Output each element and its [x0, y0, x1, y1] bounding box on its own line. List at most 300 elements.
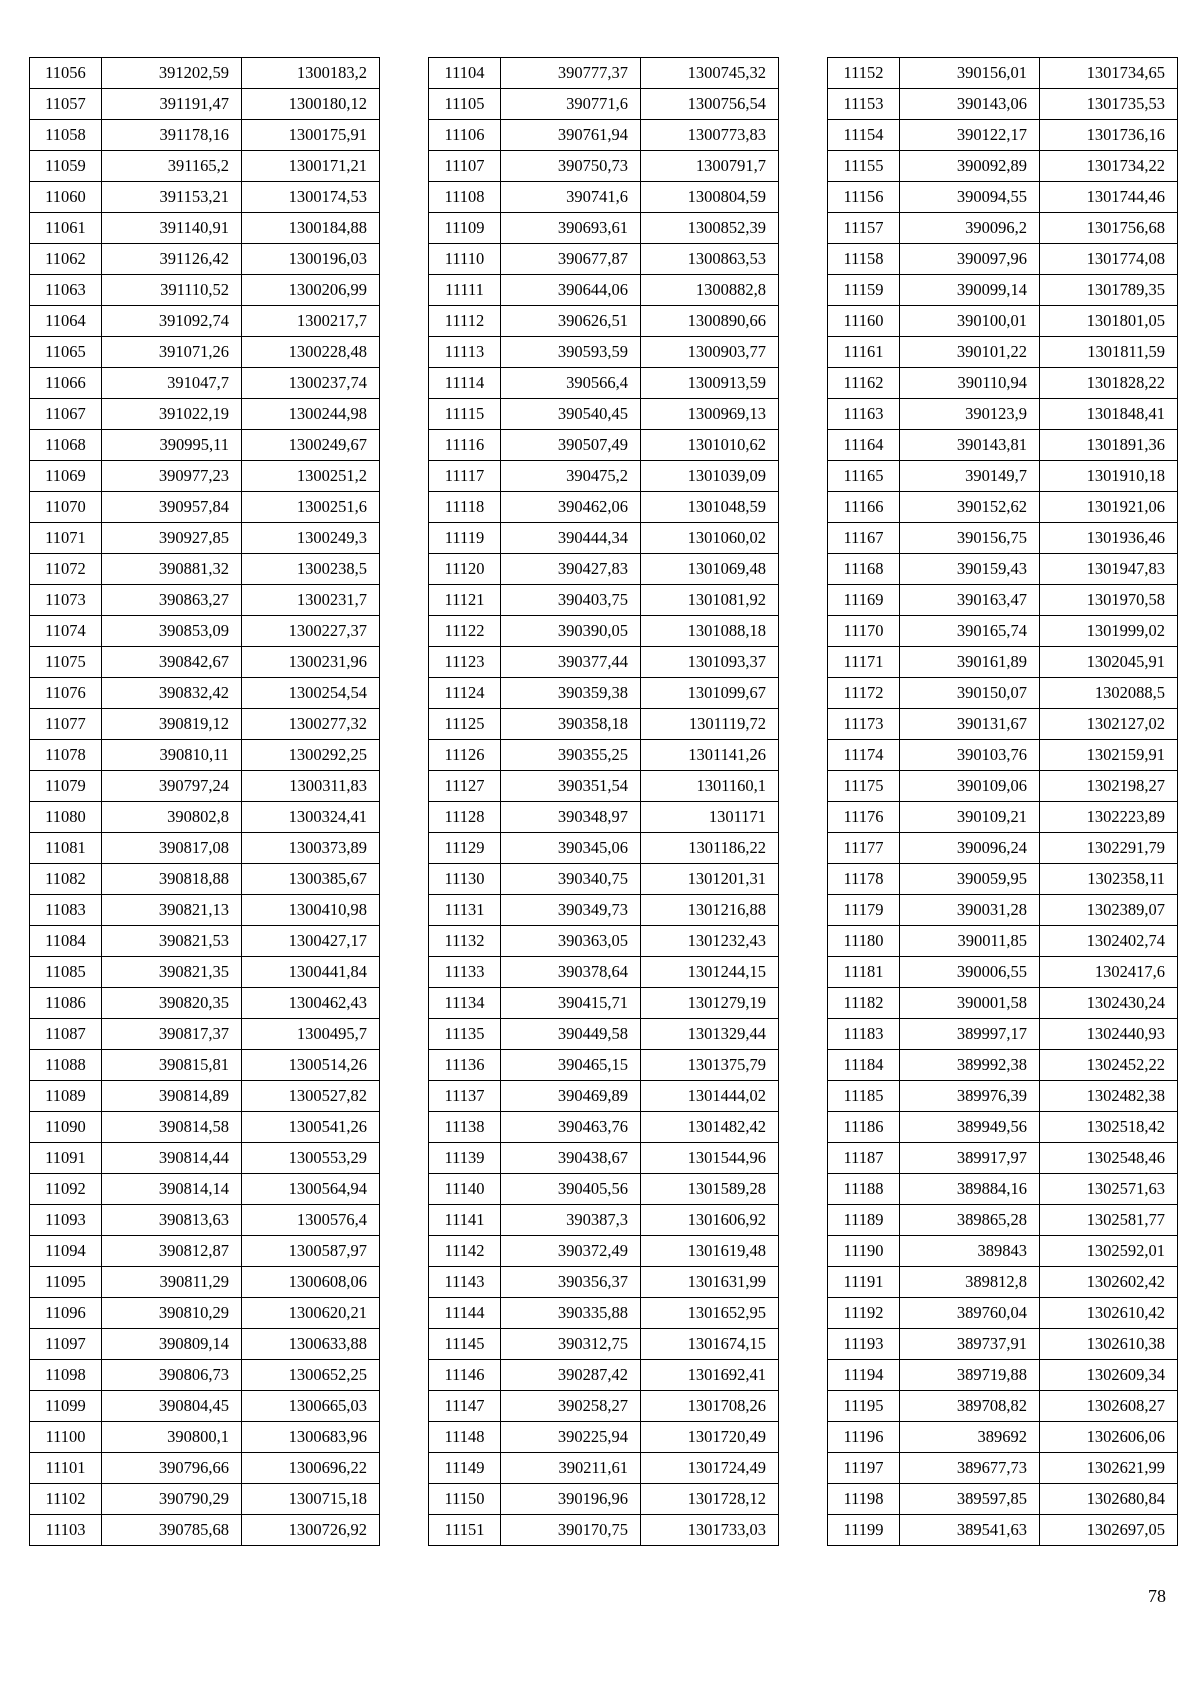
point-number-cell: 11124 [429, 678, 501, 709]
point-number-cell: 11163 [828, 399, 900, 430]
y-coordinate-cell: 1301232,43 [641, 926, 779, 957]
y-coordinate-cell: 1300969,13 [641, 399, 779, 430]
table-row [828, 957, 1178, 988]
x-coordinate-cell: 390287,42 [501, 1360, 641, 1391]
y-coordinate-cell: 1301201,31 [641, 864, 779, 895]
y-coordinate-cell: 1301744,46 [1040, 182, 1178, 213]
point-number-cell: 11141 [429, 1205, 501, 1236]
table-row [30, 1422, 380, 1453]
y-coordinate-cell: 1301093,37 [641, 647, 779, 678]
point-number-cell: 11073 [30, 585, 102, 616]
point-number-cell: 11192 [828, 1298, 900, 1329]
y-coordinate-cell: 1300324,41 [242, 802, 380, 833]
point-number-cell: 11112 [429, 306, 501, 337]
table-row [828, 864, 1178, 895]
y-coordinate-cell: 1301720,49 [641, 1422, 779, 1453]
x-coordinate-cell: 390359,38 [501, 678, 641, 709]
y-coordinate-cell: 1301069,48 [641, 554, 779, 585]
y-coordinate-cell: 1301329,44 [641, 1019, 779, 1050]
point-number-cell: 11161 [828, 337, 900, 368]
x-coordinate-cell: 390031,28 [900, 895, 1040, 926]
y-coordinate-cell: 1300514,26 [242, 1050, 380, 1081]
y-coordinate-cell: 1301736,16 [1040, 120, 1178, 151]
x-coordinate-cell: 390101,22 [900, 337, 1040, 368]
table-row [828, 461, 1178, 492]
y-coordinate-cell: 1302358,11 [1040, 864, 1178, 895]
y-coordinate-cell: 1300462,43 [242, 988, 380, 1019]
point-number-cell: 11072 [30, 554, 102, 585]
point-number-cell: 11159 [828, 275, 900, 306]
x-coordinate-cell: 390159,43 [900, 554, 1040, 585]
point-number-cell: 11193 [828, 1329, 900, 1360]
y-coordinate-cell: 1301801,05 [1040, 306, 1178, 337]
x-coordinate-cell: 389719,88 [900, 1360, 1040, 1391]
x-coordinate-cell: 390863,27 [102, 585, 242, 616]
y-coordinate-cell: 1300495,7 [242, 1019, 380, 1050]
x-coordinate-cell: 390156,75 [900, 523, 1040, 554]
point-number-cell: 11059 [30, 151, 102, 182]
point-number-cell: 11103 [30, 1515, 102, 1546]
point-number-cell: 11089 [30, 1081, 102, 1112]
table-row [30, 833, 380, 864]
y-coordinate-cell: 1300231,7 [242, 585, 380, 616]
y-coordinate-cell: 1300277,32 [242, 709, 380, 740]
point-number-cell: 11058 [30, 120, 102, 151]
table-row [30, 1143, 380, 1174]
point-number-cell: 11199 [828, 1515, 900, 1546]
y-coordinate-cell: 1300726,92 [242, 1515, 380, 1546]
table-row [828, 678, 1178, 709]
x-coordinate-cell: 390790,29 [102, 1484, 242, 1515]
x-coordinate-cell: 390750,73 [501, 151, 641, 182]
page-number: 78 [1148, 1586, 1166, 1606]
x-coordinate-cell: 390011,85 [900, 926, 1040, 957]
point-number-cell: 11082 [30, 864, 102, 895]
x-coordinate-cell: 390427,83 [501, 554, 641, 585]
table-row [30, 1019, 380, 1050]
point-number-cell: 11183 [828, 1019, 900, 1050]
y-coordinate-cell: 1301848,41 [1040, 399, 1178, 430]
table-row [429, 244, 779, 275]
y-coordinate-cell: 1302621,99 [1040, 1453, 1178, 1484]
x-coordinate-cell: 390677,87 [501, 244, 641, 275]
point-number-cell: 11094 [30, 1236, 102, 1267]
table-row [30, 492, 380, 523]
x-coordinate-cell: 391126,42 [102, 244, 242, 275]
y-coordinate-cell: 1301482,42 [641, 1112, 779, 1143]
x-coordinate-cell: 390225,94 [501, 1422, 641, 1453]
point-number-cell: 11070 [30, 492, 102, 523]
point-number-cell: 11164 [828, 430, 900, 461]
table-row [30, 306, 380, 337]
point-number-cell: 11057 [30, 89, 102, 120]
table-row [429, 275, 779, 306]
x-coordinate-cell: 390462,06 [501, 492, 641, 523]
x-coordinate-cell: 390800,1 [102, 1422, 242, 1453]
y-coordinate-cell: 1302697,05 [1040, 1515, 1178, 1546]
point-number-cell: 11081 [30, 833, 102, 864]
x-coordinate-cell: 390811,29 [102, 1267, 242, 1298]
x-coordinate-cell: 390820,35 [102, 988, 242, 1019]
y-coordinate-cell: 1301631,99 [641, 1267, 779, 1298]
x-coordinate-cell: 391191,47 [102, 89, 242, 120]
y-coordinate-cell: 1300249,67 [242, 430, 380, 461]
point-number-cell: 11090 [30, 1112, 102, 1143]
y-coordinate-cell: 1300311,83 [242, 771, 380, 802]
table-row [429, 368, 779, 399]
y-coordinate-cell: 1300183,2 [242, 58, 380, 89]
x-coordinate-cell: 390817,37 [102, 1019, 242, 1050]
point-number-cell: 11077 [30, 709, 102, 740]
point-number-cell: 11136 [429, 1050, 501, 1081]
point-number-cell: 11100 [30, 1422, 102, 1453]
point-number-cell: 11138 [429, 1112, 501, 1143]
point-number-cell: 11131 [429, 895, 501, 926]
y-coordinate-cell: 1300527,82 [242, 1081, 380, 1112]
table-row [429, 523, 779, 554]
table-row [828, 1484, 1178, 1515]
table-row [828, 492, 1178, 523]
point-number-cell: 11130 [429, 864, 501, 895]
y-coordinate-cell: 1300410,98 [242, 895, 380, 926]
point-number-cell: 11127 [429, 771, 501, 802]
table-row [828, 337, 1178, 368]
y-coordinate-cell: 1301081,92 [641, 585, 779, 616]
point-number-cell: 11142 [429, 1236, 501, 1267]
table-row [828, 740, 1178, 771]
y-coordinate-cell: 1301119,72 [641, 709, 779, 740]
x-coordinate-cell: 391092,74 [102, 306, 242, 337]
table-row [828, 58, 1178, 89]
point-number-cell: 11198 [828, 1484, 900, 1515]
table-row [828, 709, 1178, 740]
point-number-cell: 11149 [429, 1453, 501, 1484]
point-number-cell: 11116 [429, 430, 501, 461]
x-coordinate-cell: 390109,06 [900, 771, 1040, 802]
y-coordinate-cell: 1302045,91 [1040, 647, 1178, 678]
point-number-cell: 11085 [30, 957, 102, 988]
table-row [429, 1050, 779, 1081]
y-coordinate-cell: 1300184,88 [242, 213, 380, 244]
table-row [429, 182, 779, 213]
table-row [429, 1205, 779, 1236]
y-coordinate-cell: 1301244,15 [641, 957, 779, 988]
table-row [30, 1205, 380, 1236]
point-number-cell: 11166 [828, 492, 900, 523]
table-row [828, 182, 1178, 213]
y-coordinate-cell: 1300683,96 [242, 1422, 380, 1453]
table-row [429, 1267, 779, 1298]
table-row [30, 244, 380, 275]
x-coordinate-cell: 390415,71 [501, 988, 641, 1019]
x-coordinate-cell: 390463,76 [501, 1112, 641, 1143]
table-row [828, 1267, 1178, 1298]
y-coordinate-cell: 1302389,07 [1040, 895, 1178, 926]
table-row [30, 1174, 380, 1205]
y-coordinate-cell: 1302482,38 [1040, 1081, 1178, 1112]
x-coordinate-cell: 390340,75 [501, 864, 641, 895]
table-row [429, 1422, 779, 1453]
table-row [429, 833, 779, 864]
x-coordinate-cell: 390349,73 [501, 895, 641, 926]
y-coordinate-cell: 1300715,18 [242, 1484, 380, 1515]
point-number-cell: 11175 [828, 771, 900, 802]
y-coordinate-cell: 1302402,74 [1040, 926, 1178, 957]
y-coordinate-cell: 1302518,42 [1040, 1112, 1178, 1143]
point-number-cell: 11194 [828, 1360, 900, 1391]
y-coordinate-cell: 1300385,67 [242, 864, 380, 895]
point-number-cell: 11083 [30, 895, 102, 926]
table-row [828, 1112, 1178, 1143]
y-coordinate-cell: 1301970,58 [1040, 585, 1178, 616]
table-row [828, 554, 1178, 585]
y-coordinate-cell: 1302581,77 [1040, 1205, 1178, 1236]
x-coordinate-cell: 390163,47 [900, 585, 1040, 616]
point-number-cell: 11155 [828, 151, 900, 182]
table-row [828, 306, 1178, 337]
y-coordinate-cell: 1301606,92 [641, 1205, 779, 1236]
point-number-cell: 11078 [30, 740, 102, 771]
point-number-cell: 11123 [429, 647, 501, 678]
point-number-cell: 11084 [30, 926, 102, 957]
point-number-cell: 11113 [429, 337, 501, 368]
x-coordinate-cell: 390001,58 [900, 988, 1040, 1019]
table-row [429, 1081, 779, 1112]
point-number-cell: 11133 [429, 957, 501, 988]
table-row [30, 1515, 380, 1546]
point-number-cell: 11109 [429, 213, 501, 244]
x-coordinate-cell: 390122,17 [900, 120, 1040, 151]
table-row [828, 523, 1178, 554]
table-row [828, 771, 1178, 802]
y-coordinate-cell: 1301692,41 [641, 1360, 779, 1391]
x-coordinate-cell: 390109,21 [900, 802, 1040, 833]
x-coordinate-cell: 390813,63 [102, 1205, 242, 1236]
y-coordinate-cell: 1302159,91 [1040, 740, 1178, 771]
y-coordinate-cell: 1301039,09 [641, 461, 779, 492]
table-row [30, 430, 380, 461]
y-coordinate-cell: 1302602,42 [1040, 1267, 1178, 1298]
y-coordinate-cell: 1300196,03 [242, 244, 380, 275]
y-coordinate-cell: 1301756,68 [1040, 213, 1178, 244]
y-coordinate-cell: 1300665,03 [242, 1391, 380, 1422]
y-coordinate-cell: 1300228,48 [242, 337, 380, 368]
point-number-cell: 11120 [429, 554, 501, 585]
table-row [828, 833, 1178, 864]
x-coordinate-cell: 390096,2 [900, 213, 1040, 244]
table-row [30, 895, 380, 926]
y-coordinate-cell: 1301936,46 [1040, 523, 1178, 554]
table-row [30, 1329, 380, 1360]
table-row [429, 213, 779, 244]
table-row [429, 430, 779, 461]
point-number-cell: 11061 [30, 213, 102, 244]
y-coordinate-cell: 1301088,18 [641, 616, 779, 647]
x-coordinate-cell: 390806,73 [102, 1360, 242, 1391]
y-coordinate-cell: 1300633,88 [242, 1329, 380, 1360]
point-number-cell: 11158 [828, 244, 900, 275]
y-coordinate-cell: 1302608,27 [1040, 1391, 1178, 1422]
point-number-cell: 11056 [30, 58, 102, 89]
point-number-cell: 11104 [429, 58, 501, 89]
point-number-cell: 11135 [429, 1019, 501, 1050]
x-coordinate-cell: 391047,7 [102, 368, 242, 399]
x-coordinate-cell: 390156,01 [900, 58, 1040, 89]
table-row [828, 399, 1178, 430]
x-coordinate-cell: 390348,97 [501, 802, 641, 833]
x-coordinate-cell: 391178,16 [102, 120, 242, 151]
table-row [30, 709, 380, 740]
y-coordinate-cell: 1300254,54 [242, 678, 380, 709]
x-coordinate-cell: 390006,55 [900, 957, 1040, 988]
y-coordinate-cell: 1302291,79 [1040, 833, 1178, 864]
x-coordinate-cell: 390761,94 [501, 120, 641, 151]
y-coordinate-cell: 1300251,2 [242, 461, 380, 492]
table-row [828, 151, 1178, 182]
x-coordinate-cell: 390469,89 [501, 1081, 641, 1112]
x-coordinate-cell: 389997,17 [900, 1019, 1040, 1050]
table-row [828, 1019, 1178, 1050]
y-coordinate-cell: 1300696,22 [242, 1453, 380, 1484]
table-row [828, 120, 1178, 151]
y-coordinate-cell: 1300756,54 [641, 89, 779, 120]
point-number-cell: 11173 [828, 709, 900, 740]
y-coordinate-cell: 1300608,06 [242, 1267, 380, 1298]
x-coordinate-cell: 390777,37 [501, 58, 641, 89]
x-coordinate-cell: 389917,97 [900, 1143, 1040, 1174]
point-number-cell: 11115 [429, 399, 501, 430]
point-number-cell: 11168 [828, 554, 900, 585]
y-coordinate-cell: 1301828,22 [1040, 368, 1178, 399]
x-coordinate-cell: 390165,74 [900, 616, 1040, 647]
y-coordinate-cell: 1300427,17 [242, 926, 380, 957]
table-row [429, 554, 779, 585]
x-coordinate-cell: 390387,3 [501, 1205, 641, 1236]
point-number-cell: 11157 [828, 213, 900, 244]
point-number-cell: 11186 [828, 1112, 900, 1143]
x-coordinate-cell: 390815,81 [102, 1050, 242, 1081]
point-number-cell: 11095 [30, 1267, 102, 1298]
y-coordinate-cell: 1301999,02 [1040, 616, 1178, 647]
point-number-cell: 11160 [828, 306, 900, 337]
table-row [429, 492, 779, 523]
table-row [30, 1391, 380, 1422]
y-coordinate-cell: 1300913,59 [641, 368, 779, 399]
table-row [429, 306, 779, 337]
x-coordinate-cell: 390152,62 [900, 492, 1040, 523]
x-coordinate-cell: 390211,61 [501, 1453, 641, 1484]
x-coordinate-cell: 391071,26 [102, 337, 242, 368]
point-number-cell: 11178 [828, 864, 900, 895]
table-row [429, 926, 779, 957]
y-coordinate-cell: 1301734,65 [1040, 58, 1178, 89]
y-coordinate-cell: 1300171,21 [242, 151, 380, 182]
point-number-cell: 11180 [828, 926, 900, 957]
y-coordinate-cell: 1300244,98 [242, 399, 380, 430]
point-number-cell: 11144 [429, 1298, 501, 1329]
table-row [30, 864, 380, 895]
point-number-cell: 11098 [30, 1360, 102, 1391]
table-row [828, 244, 1178, 275]
x-coordinate-cell: 389737,91 [900, 1329, 1040, 1360]
table-row [30, 1360, 380, 1391]
point-number-cell: 11105 [429, 89, 501, 120]
x-coordinate-cell: 390995,11 [102, 430, 242, 461]
x-coordinate-cell: 390814,14 [102, 1174, 242, 1205]
y-coordinate-cell: 1302223,89 [1040, 802, 1178, 833]
point-number-cell: 11167 [828, 523, 900, 554]
x-coordinate-cell: 390351,54 [501, 771, 641, 802]
table-row [30, 337, 380, 368]
y-coordinate-cell: 1300903,77 [641, 337, 779, 368]
point-number-cell: 11165 [828, 461, 900, 492]
table-row [30, 1081, 380, 1112]
point-number-cell: 11196 [828, 1422, 900, 1453]
table-row [429, 616, 779, 647]
x-coordinate-cell: 390438,67 [501, 1143, 641, 1174]
y-coordinate-cell: 1300553,29 [242, 1143, 380, 1174]
table-row [828, 1143, 1178, 1174]
x-coordinate-cell: 390741,6 [501, 182, 641, 213]
coordinates-table-3 [827, 57, 1178, 1546]
table-row [30, 802, 380, 833]
table-row [429, 89, 779, 120]
x-coordinate-cell: 390927,85 [102, 523, 242, 554]
table-row [429, 957, 779, 988]
x-coordinate-cell: 390358,18 [501, 709, 641, 740]
y-coordinate-cell: 1300441,84 [242, 957, 380, 988]
table-row [30, 616, 380, 647]
point-number-cell: 11102 [30, 1484, 102, 1515]
table-row [30, 554, 380, 585]
x-coordinate-cell: 390566,4 [501, 368, 641, 399]
x-coordinate-cell: 390355,25 [501, 740, 641, 771]
table-row [429, 461, 779, 492]
y-coordinate-cell: 1301910,18 [1040, 461, 1178, 492]
x-coordinate-cell: 390810,11 [102, 740, 242, 771]
y-coordinate-cell: 1301674,15 [641, 1329, 779, 1360]
y-coordinate-cell: 1300180,12 [242, 89, 380, 120]
table-row [429, 1360, 779, 1391]
point-number-cell: 11132 [429, 926, 501, 957]
x-coordinate-cell: 390465,15 [501, 1050, 641, 1081]
table-row [828, 1050, 1178, 1081]
table-row [30, 926, 380, 957]
point-number-cell: 11184 [828, 1050, 900, 1081]
point-number-cell: 11086 [30, 988, 102, 1019]
y-coordinate-cell: 1300217,7 [242, 306, 380, 337]
x-coordinate-cell: 390817,08 [102, 833, 242, 864]
table-row [30, 1236, 380, 1267]
point-number-cell: 11069 [30, 461, 102, 492]
y-coordinate-cell: 1300745,32 [641, 58, 779, 89]
x-coordinate-cell: 390771,6 [501, 89, 641, 120]
y-coordinate-cell: 1301444,02 [641, 1081, 779, 1112]
x-coordinate-cell: 390475,2 [501, 461, 641, 492]
x-coordinate-cell: 390390,05 [501, 616, 641, 647]
y-coordinate-cell: 1301708,26 [641, 1391, 779, 1422]
table-row [429, 1515, 779, 1546]
point-number-cell: 11071 [30, 523, 102, 554]
point-number-cell: 11154 [828, 120, 900, 151]
x-coordinate-cell: 389865,28 [900, 1205, 1040, 1236]
y-coordinate-cell: 1300863,53 [641, 244, 779, 275]
x-coordinate-cell: 390143,81 [900, 430, 1040, 461]
y-coordinate-cell: 1302609,34 [1040, 1360, 1178, 1391]
x-coordinate-cell: 389597,85 [900, 1484, 1040, 1515]
table-row [828, 1298, 1178, 1329]
table-row [429, 1391, 779, 1422]
